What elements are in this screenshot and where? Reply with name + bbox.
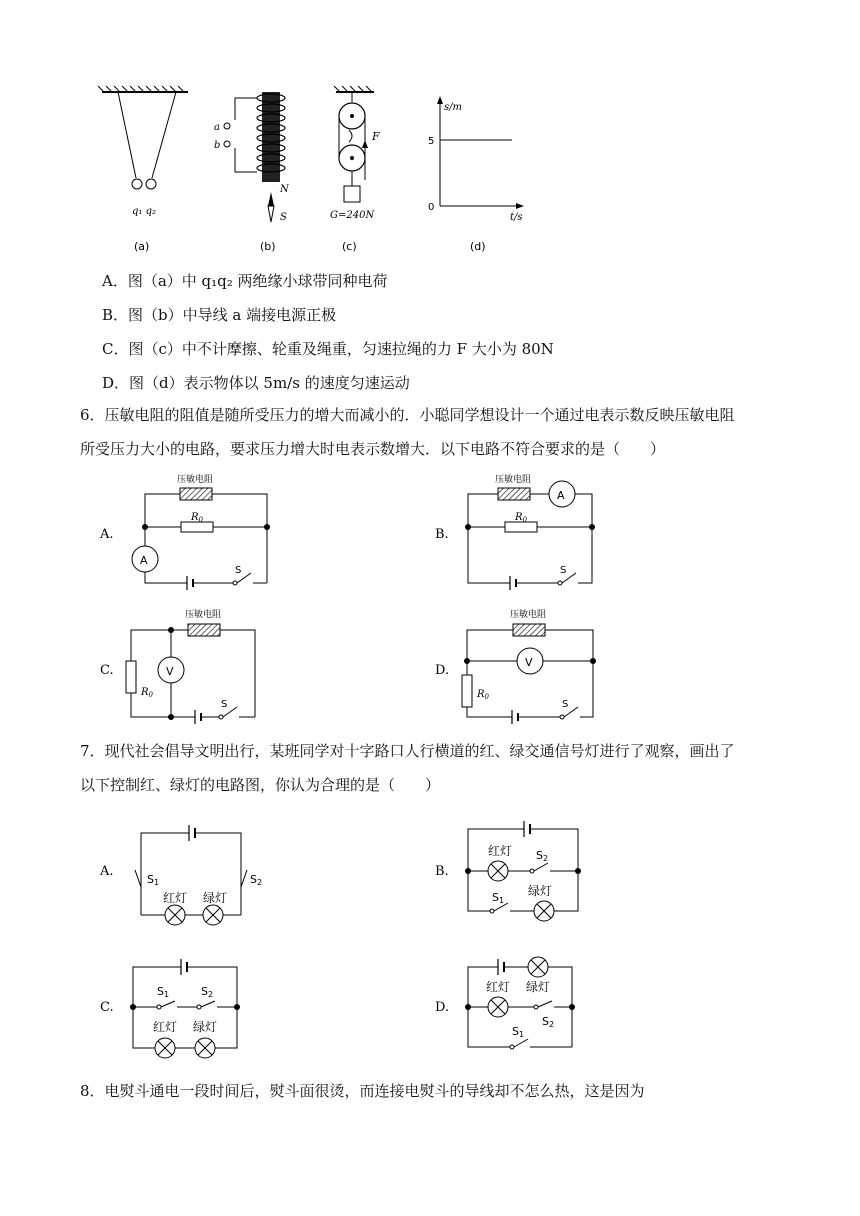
q7-circuit-a	[99, 825, 262, 925]
q7-circuits	[95, 815, 615, 1065]
option-letter: B．	[102, 306, 129, 324]
figure-c-label-g: G=240N	[330, 210, 375, 221]
svg-text:绿灯: 绿灯	[526, 980, 551, 994]
svg-text:红灯: 红灯	[486, 980, 511, 994]
voltmeter-label: V	[525, 656, 533, 669]
figure-d-caption: (d)	[470, 240, 486, 253]
option-text: 图（b）中导线 a 端接电源正极	[128, 306, 337, 324]
option-letter: B.	[435, 864, 449, 879]
figure-d	[428, 96, 524, 253]
svg-text:S1: S1	[512, 1025, 525, 1039]
svg-text:红灯: 红灯	[153, 1020, 178, 1034]
figure-a	[98, 86, 188, 253]
figure-b-label-s: S	[280, 212, 287, 223]
option-text: 图（d）表示物体以 5m/s 的速度匀速运动	[129, 374, 410, 392]
option-letter: C．	[102, 340, 129, 358]
q7-stem-line1: 7．现代社会倡导文明出行，某班同学对十字路口人行横道的红、绿交通信号灯进行了观察，画出了	[80, 742, 735, 760]
svg-text:绿灯: 绿灯	[528, 884, 553, 898]
svg-text:绿灯: 绿灯	[193, 1020, 218, 1034]
pressure-resistor	[188, 624, 220, 636]
figure-d-tick-5: 5	[428, 136, 435, 147]
switch-label: S	[560, 565, 567, 576]
figure-d-x-axis: t/s	[510, 212, 523, 223]
q6-circuit-c	[100, 608, 255, 724]
svg-text:S1: S1	[157, 985, 170, 999]
pressure-resistor-label: 压敏电阻	[510, 610, 547, 620]
q5-option-c[interactable]	[102, 338, 554, 359]
figure-b-label-n: N	[280, 184, 289, 195]
option-letter: C.	[100, 1000, 114, 1015]
voltmeter-label: V	[166, 665, 174, 678]
figure-d-origin: 0	[428, 202, 435, 213]
svg-text:红灯: 红灯	[488, 844, 513, 858]
r0-resistor	[126, 661, 136, 693]
switch-label: S	[221, 699, 228, 710]
ammeter-label: A	[557, 489, 565, 502]
q6-stem-line2: 所受压力大小的电路，要求压力增大时电表示数增大．以下电路不符合要求的是（ ）	[80, 440, 666, 458]
option-letter: D．	[102, 374, 130, 392]
option-text: 图（c）中不计摩擦、轮重及绳重，匀速拉绳的力 F 大小为 80N	[128, 340, 554, 358]
svg-text:S2: S2	[201, 985, 214, 999]
figure-a-caption: (a)	[134, 240, 150, 253]
switch-label: S	[235, 565, 242, 576]
option-letter: A.	[100, 527, 114, 542]
svg-text:S2: S2	[250, 873, 263, 887]
option-letter: A.	[100, 864, 114, 879]
figure-c-caption: (c)	[342, 240, 357, 253]
option-letter: B.	[435, 527, 449, 542]
figure-b	[214, 92, 290, 253]
figure-a-charge-label: q₁ q₂	[132, 206, 156, 217]
option-text: 图（a）中 q₁q₂ 两绝缘小球带同种电荷	[127, 272, 388, 290]
q6-circuit-d	[435, 608, 596, 724]
r0-resistor	[462, 675, 472, 707]
svg-text:S1: S1	[147, 873, 160, 887]
figure-b-caption: (b)	[260, 240, 276, 253]
green-light-label: 绿灯	[203, 891, 228, 905]
figure-b-label-a: a	[214, 122, 220, 133]
svg-text:S1: S1	[492, 891, 505, 905]
q7-stem-line2: 以下控制红、绿灯的电路图，你认为合理的是（ ）	[80, 776, 441, 794]
r0-resistor	[181, 522, 213, 532]
q8-stem-line1: 8．电熨斗通电一段时间后，熨斗面很烫，而连接电熨斗的导线却不怎么热，这是因为	[80, 1082, 645, 1100]
option-letter: A．	[102, 272, 128, 290]
r0-resistor	[505, 522, 537, 532]
option-letter: D.	[435, 663, 450, 678]
pressure-resistor	[498, 488, 530, 500]
red-light-label: 红灯	[163, 891, 188, 905]
q5-figures	[90, 80, 530, 260]
figure-c	[330, 86, 380, 253]
figure-b-label-b: b	[214, 140, 221, 151]
pressure-resistor	[180, 488, 212, 500]
q5-option-b[interactable]	[102, 304, 336, 325]
svg-text:R0: $R_0$	[477, 689, 489, 701]
figure-c-label-f: F	[372, 130, 380, 143]
pressure-resistor-label: 压敏电阻	[495, 475, 532, 485]
q5-option-d[interactable]	[102, 372, 410, 393]
pressure-resistor-label: 压敏电阻	[177, 475, 214, 485]
q7-circuit-c	[100, 959, 240, 1058]
q6-circuit-b	[435, 473, 595, 590]
q7-circuit-b	[435, 821, 581, 921]
ammeter-label: A	[140, 554, 148, 567]
option-letter: D.	[435, 1000, 450, 1015]
svg-text:R0: $R_0$	[141, 687, 153, 699]
q5-option-a[interactable]	[102, 270, 388, 291]
svg-text:S2: S2	[536, 849, 549, 863]
option-letter: C.	[100, 663, 114, 678]
svg-text:S2: S2	[542, 1015, 555, 1029]
q6-circuit-a	[99, 473, 270, 590]
svg-text:R0: $R_0$	[191, 512, 203, 524]
pressure-resistor	[513, 624, 545, 636]
pressure-resistor-label: 压敏电阻	[185, 610, 222, 620]
switch-label: S	[562, 699, 569, 710]
q7-circuit-d	[435, 957, 575, 1049]
q6-stem-line1: 6．压敏电阻的阻值是随所受压力的增大而减小的．小聪同学想设计一个通过电表示数反映压敏电阻	[80, 406, 735, 424]
figure-d-y-axis: s/m	[444, 102, 462, 113]
svg-text:R0: $R_0$	[515, 512, 527, 524]
q6-circuits	[95, 465, 615, 730]
